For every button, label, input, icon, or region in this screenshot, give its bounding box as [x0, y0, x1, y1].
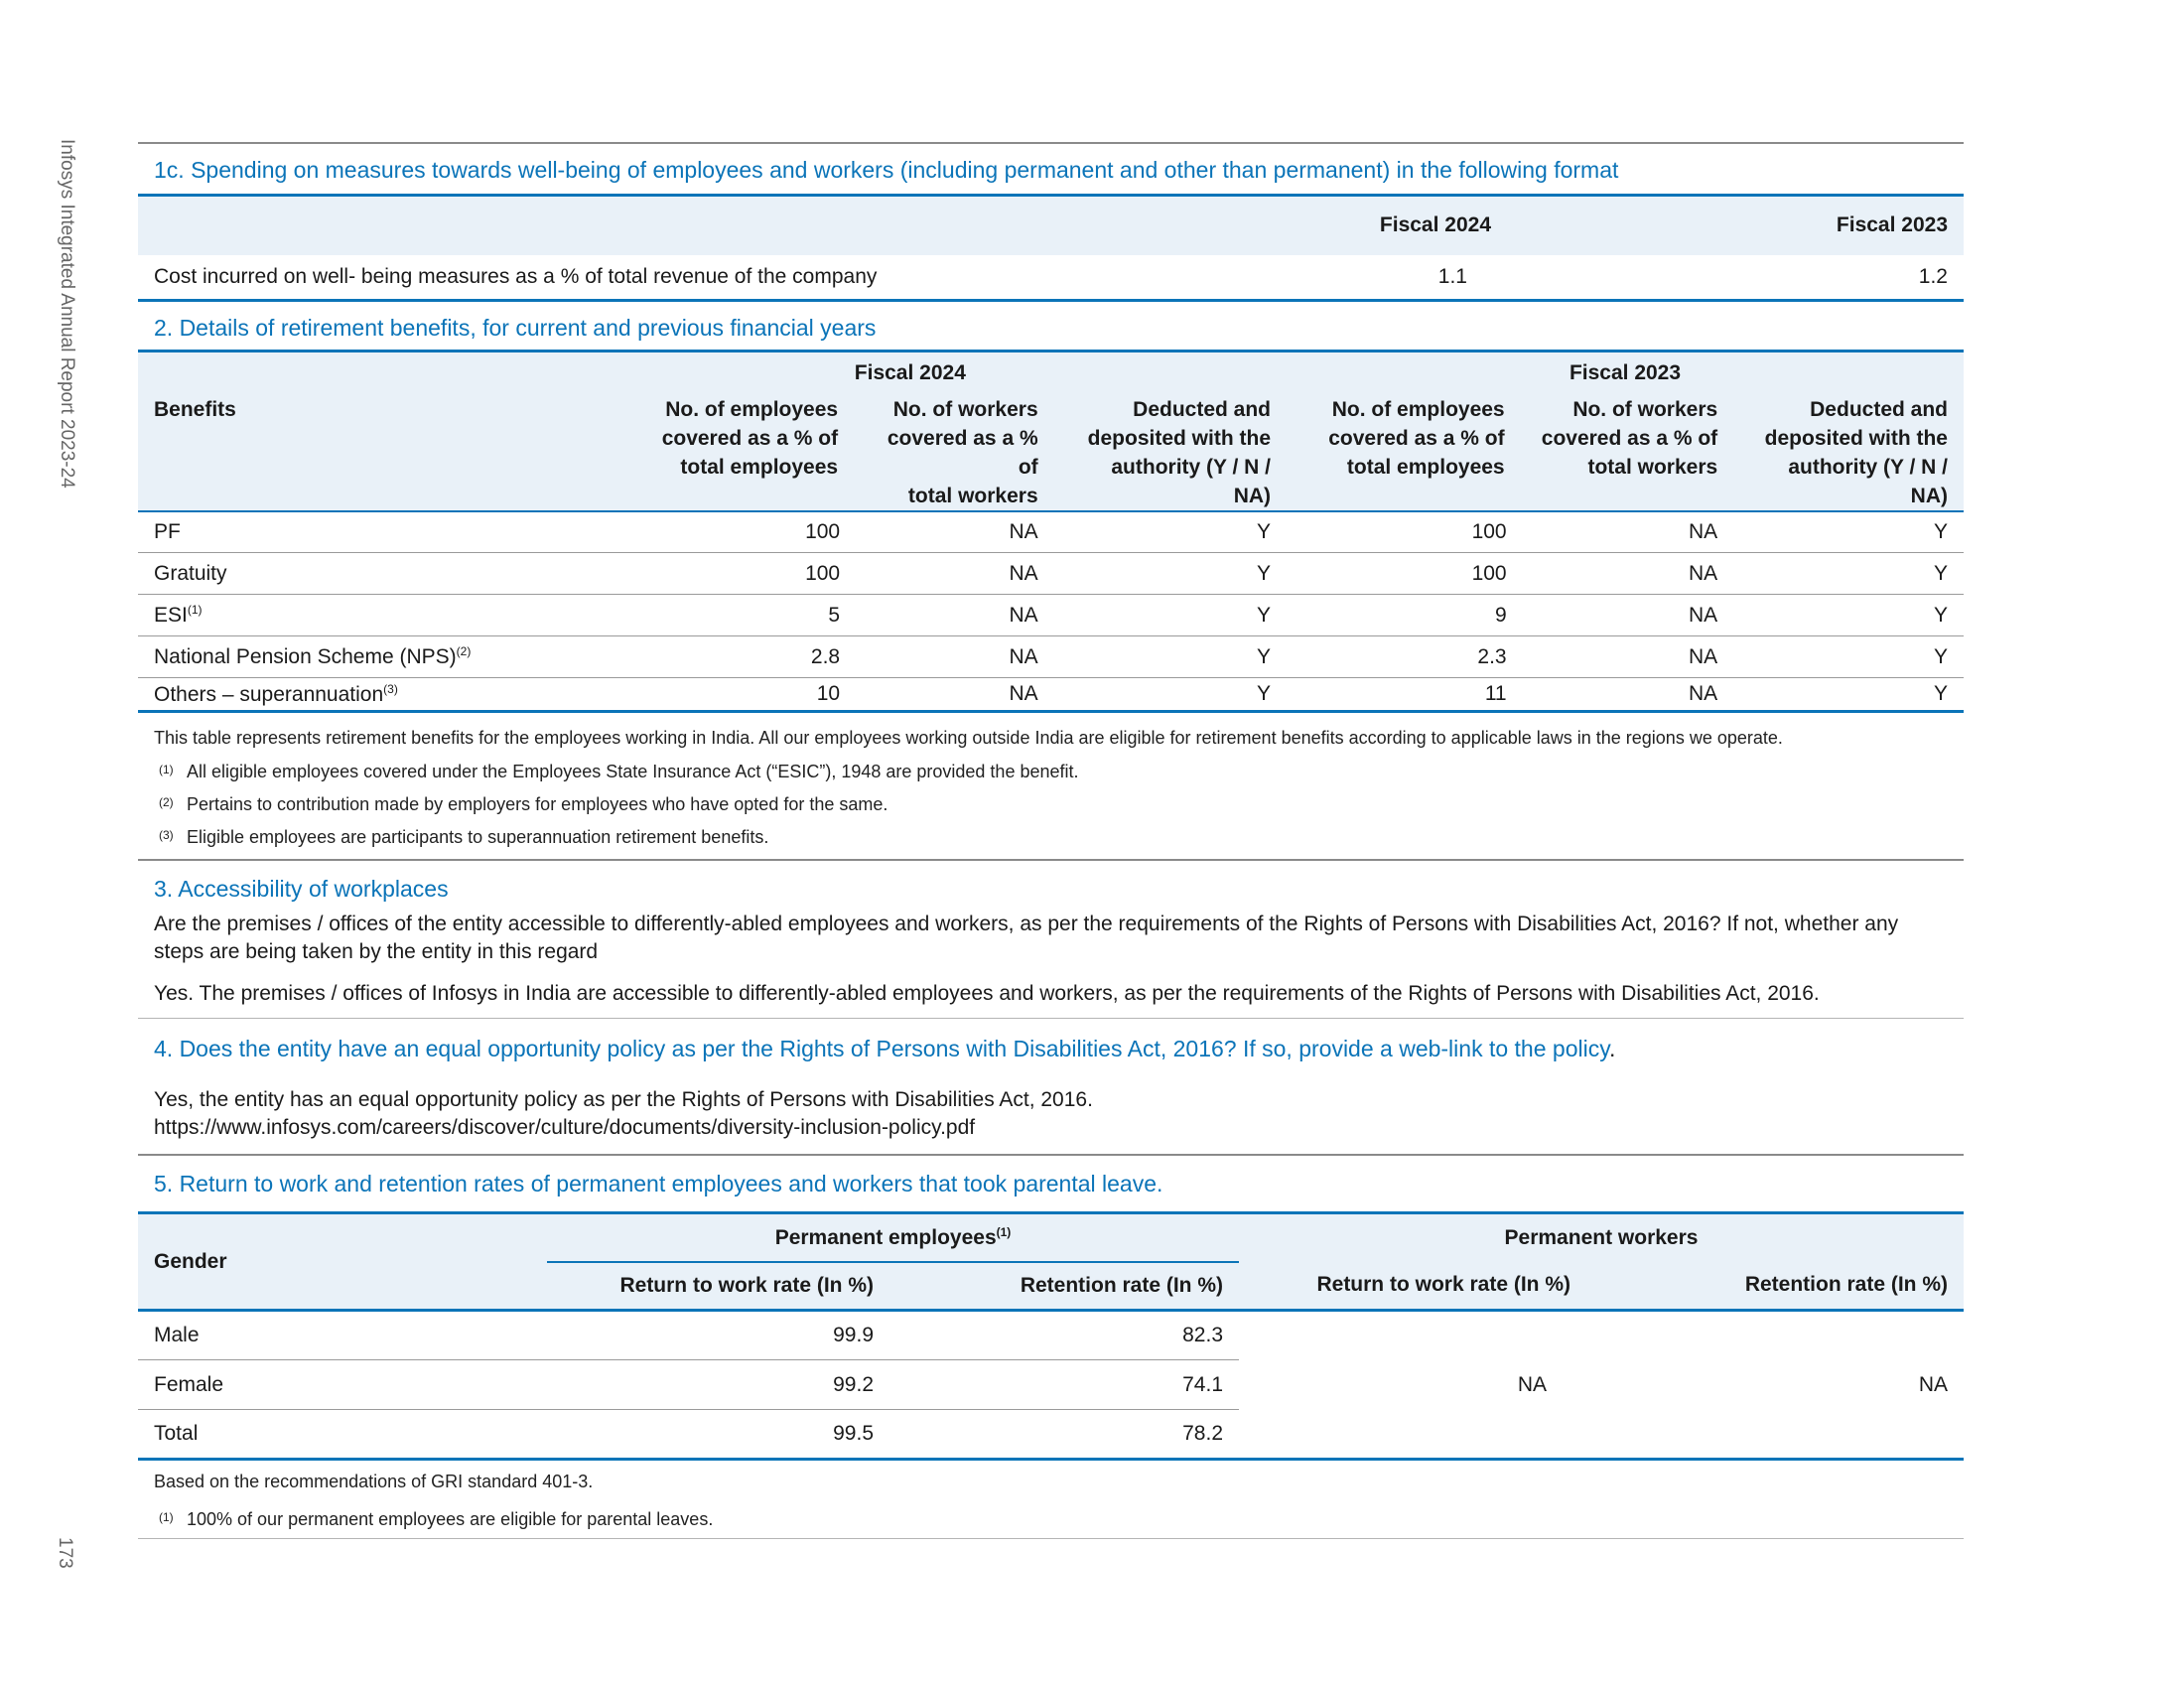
header-workers-2023: No. of workers covered as a % of total workers [1541, 397, 1718, 479]
deducted-2024: Y [1257, 644, 1272, 668]
parental-leave-table [138, 1211, 1964, 1461]
deducted-2023: Y [1933, 603, 1948, 627]
wellbeing-header-row [138, 196, 1964, 255]
policy-link[interactable]: https://www.infosys.com/careers/discover/culture/documents/diversity-inclusion-policy.pdf [154, 1116, 976, 1139]
section-4-answer: Yes, the entity has an equal opportunity policy as per the Rights of Persons with Disabilities Act, 2016. [154, 1088, 1093, 1111]
retirement-footnote: (3) Eligible employees are participants to superannuation retirement benefits. [159, 827, 769, 847]
deducted-2023: Y [1933, 682, 1948, 705]
header-emp-ret: Retention rate (In %) [1020, 1273, 1223, 1297]
employees-ret-cell: 74.1 [889, 1360, 1239, 1410]
employees-2023: 11 [1484, 682, 1507, 705]
header-wrk-rtw: Return to work rate (In %) [1316, 1273, 1570, 1297]
bottom-divider [138, 1538, 1964, 1539]
retirement-row [138, 636, 1964, 678]
deducted-2024: Y [1257, 519, 1272, 543]
retirement-row [138, 678, 1964, 712]
parental-body [138, 1311, 1964, 1460]
wellbeing-table [138, 194, 1964, 302]
header-employees-2024: No. of employees covered as a % of total employees [661, 397, 839, 479]
gender-cell: Total [138, 1410, 547, 1460]
header-workers-2024: No. of workers covered as a % of total workers [887, 397, 1038, 507]
header-wrk-ret: Retention rate (In %) [1744, 1273, 1948, 1297]
employees-2023: 100 [1471, 519, 1507, 543]
wellbeing-col-fiscal-2023: Fiscal 2023 [1836, 213, 1948, 237]
employees-2024: 10 [816, 682, 841, 705]
deducted-2023: Y [1933, 644, 1948, 668]
wellbeing-row [138, 255, 1964, 301]
gender-cell: Male [138, 1311, 547, 1360]
blank-header [138, 352, 534, 395]
deducted-2024: Y [1257, 561, 1272, 585]
wellbeing-col-fiscal-2024: Fiscal 2024 [1379, 213, 1491, 237]
deducted-2024: Y [1257, 682, 1272, 705]
benefit-label: Gratuity [154, 561, 227, 585]
header-employees-2023: No. of employees covered as a % of total employees [1328, 397, 1505, 479]
deducted-2023: Y [1933, 561, 1948, 585]
retirement-header-row [138, 395, 1964, 511]
benefit-label: Others – superannuation$^{(3)}$ [154, 681, 398, 706]
parental-note: Based on the recommendations of GRI standard 401-3. [154, 1472, 594, 1491]
benefit-label: National Pension Scheme (NPS)$^{(2)}$ [154, 644, 472, 668]
header-deducted-2023: Deducted and deposited with the authority (Y / N / NA) [1764, 397, 1948, 507]
retirement-row [138, 553, 1964, 595]
header-gender: Gender [154, 1249, 227, 1273]
retirement-note: This table represents retirement benefits for the employees working in India. All our employees working outside India are eligible for retirement benefits according to applicable laws in the regions we operate. [154, 728, 1783, 748]
employees-2024: 2.8 [810, 644, 841, 668]
employees-2024: 100 [805, 519, 841, 543]
header-benefits: Benefits [154, 397, 236, 421]
workers-2024: NA [1009, 603, 1038, 627]
employees-rtw-cell: 99.9 [547, 1311, 889, 1360]
employees-2024: 100 [805, 561, 841, 585]
retirement-table [138, 350, 1964, 713]
section-5-title: 5. Return to work and retention rates of permanent employees and workers that took parental leave. [154, 1171, 1163, 1196]
retirement-footnote: (2) Pertains to contribution made by employers for employees who have opted for the same. [159, 794, 888, 814]
header-permanent-employees: Permanent employees$^{(1)}$ [547, 1213, 1239, 1262]
parental-footnote-mark: (1) [159, 1510, 174, 1524]
retirement-group-row [138, 352, 1964, 395]
page-number: 173 [55, 1537, 75, 1569]
parental-row [138, 1311, 1964, 1360]
workers-ret-cell: NA [1586, 1311, 1964, 1460]
retirement-group-fiscal-2024: Fiscal 2024 [854, 361, 966, 385]
retirement-body [138, 511, 1964, 712]
header-emp-rtw: Return to work rate (In %) [619, 1273, 874, 1297]
parental-group-row [138, 1213, 1964, 1262]
benefit-label: ESI$^{(1)}$ [154, 603, 203, 627]
page-content [138, 142, 1964, 1539]
employees-2023: 9 [1494, 603, 1507, 627]
parental-footnote: (1) 100% of our permanent employees are eligible for parental leaves. [138, 1508, 1964, 1530]
section-3-title: 3. Accessibility of workplaces [154, 876, 449, 902]
section-1c-title: 1c. Spending on measures towards well-being of employees and workers (including permanent and other than permanent) in the following format [154, 157, 1619, 183]
workers-2023: NA [1689, 644, 1718, 668]
deducted-2024: Y [1257, 603, 1272, 627]
workers-2024: NA [1009, 561, 1038, 585]
section-3-question: Are the premises / offices of the entity accessible to differently-abled employees and workers, as per the requirements of the Rights of Persons with Disabilities Act, 2016? If not, whether any steps are being taken by the entity in this regard [154, 913, 1899, 963]
workers-2023: NA [1689, 561, 1718, 585]
employees-2023: 2.3 [1477, 644, 1507, 668]
header-deducted-2024: Deducted and deposited with the authority (Y / N / NA) [1087, 397, 1272, 507]
retirement-group-fiscal-2023: Fiscal 2023 [1569, 361, 1682, 385]
workers-2024: NA [1009, 519, 1038, 543]
retirement-notes [138, 713, 1964, 848]
retirement-footnote: (1) All eligible employees covered under the Employees State Insurance Act (“ESIC”), 1948 are provided the benefit. [159, 762, 1079, 781]
employees-rtw-cell: 99.5 [547, 1410, 889, 1460]
workers-2024: NA [1009, 644, 1038, 668]
report-title: Infosys Integrated Annual Report 2023-24 [57, 139, 77, 489]
wellbeing-val-2023: 1.2 [1918, 264, 1948, 288]
employees-ret-cell: 82.3 [889, 1311, 1239, 1360]
retirement-row [138, 511, 1964, 553]
employees-ret-cell: 78.2 [889, 1410, 1239, 1460]
retirement-row [138, 595, 1964, 636]
workers-2023: NA [1689, 519, 1718, 543]
employees-2024: 5 [828, 603, 841, 627]
gender-cell: Female [138, 1360, 547, 1410]
workers-2023: NA [1689, 682, 1718, 705]
workers-2023: NA [1689, 603, 1718, 627]
employees-2023: 100 [1471, 561, 1507, 585]
wellbeing-val-2024: 1.1 [1437, 264, 1467, 288]
section-2-title: 2. Details of retirement benefits, for current and previous financial years [154, 315, 877, 341]
workers-2024: NA [1009, 682, 1038, 705]
retirement-footnotes [138, 761, 1964, 848]
header-permanent-workers: Permanent workers [1504, 1225, 1699, 1249]
section-3-answer: Yes. The premises / offices of Infosys in India are accessible to differently-abled employees and workers, as per the requirements of the Rights of Persons with Disabilities Act, 2016. [154, 982, 1820, 1005]
section-4-title: 4. Does the entity have an equal opportunity policy as per the Rights of Persons with Disabilities Act, 2016? If so, provide a web-link to the policy. [154, 1036, 1616, 1061]
blank-header [138, 196, 1189, 255]
benefit-label: PF [154, 519, 181, 543]
deducted-2023: Y [1933, 519, 1948, 543]
employees-rtw-cell: 99.2 [547, 1360, 889, 1410]
wellbeing-row-label: Cost incurred on well- being measures as a % of total revenue of the company [154, 264, 878, 288]
workers-rtw-cell: NA [1239, 1311, 1586, 1460]
